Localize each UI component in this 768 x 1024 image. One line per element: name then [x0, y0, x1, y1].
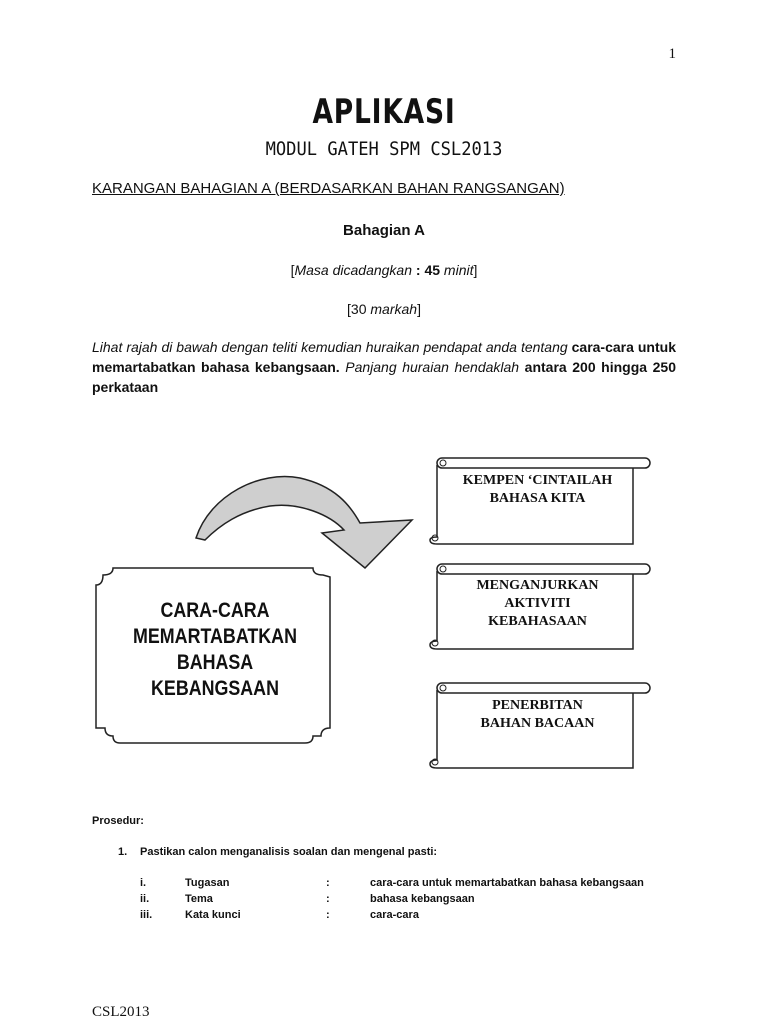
scroll-2-label: MENGANJURKAN AKTIVITI KEBAHASAAN — [476, 578, 599, 629]
center-label: CARA-CARA MEMARTABATKAN BAHASA KEBANGSAAN — [133, 599, 297, 700]
section-heading: KARANGAN BAHAGIAN A (BERDASARKAN BAHAN RANGSANGAN) — [92, 180, 565, 197]
step-1: 1. Pastikan calon menganalisis soalan dan mengenal pasti: — [118, 846, 438, 858]
prosedur-heading: Prosedur: — [92, 815, 144, 827]
instruction-text: Lihat rajah di bawah dengan teliti kemudian huraikan pendapat anda tentang cara-cara untuk memartabatkan bahasa kebangsaan. Panjang huraian hendaklah antara 200 hingga 250 perkataan — [92, 339, 676, 395]
page-number: 1 — [668, 46, 676, 62]
mind-map-diagram — [0, 440, 768, 800]
list-item: ii. Tema : bahasa kebangsaan — [140, 893, 475, 905]
footer-code: CSL2013 — [92, 1004, 150, 1020]
scroll-1-label: KEMPEN ‘CINTAILAH BAHASA KITA — [462, 473, 613, 506]
list-item: i. Tugasan : cara-cara untuk memartabatkan bahasa kebangsaan — [140, 877, 644, 889]
marks: [30 markah] — [347, 301, 421, 317]
page-title: APLIKASI — [312, 92, 456, 132]
suggested-time: [Masa dicadangkan : 45 minit] — [290, 262, 478, 278]
bahagian-heading: Bahagian A — [343, 222, 425, 239]
module-subtitle: MODUL GATEH SPM CSL2013 — [265, 138, 503, 160]
list-item: iii. Kata kunci : cara-cara — [140, 909, 419, 921]
scroll-3-label: PENERBITAN BAHAN BACAAN — [480, 698, 595, 731]
curved-arrow-icon — [196, 477, 412, 568]
